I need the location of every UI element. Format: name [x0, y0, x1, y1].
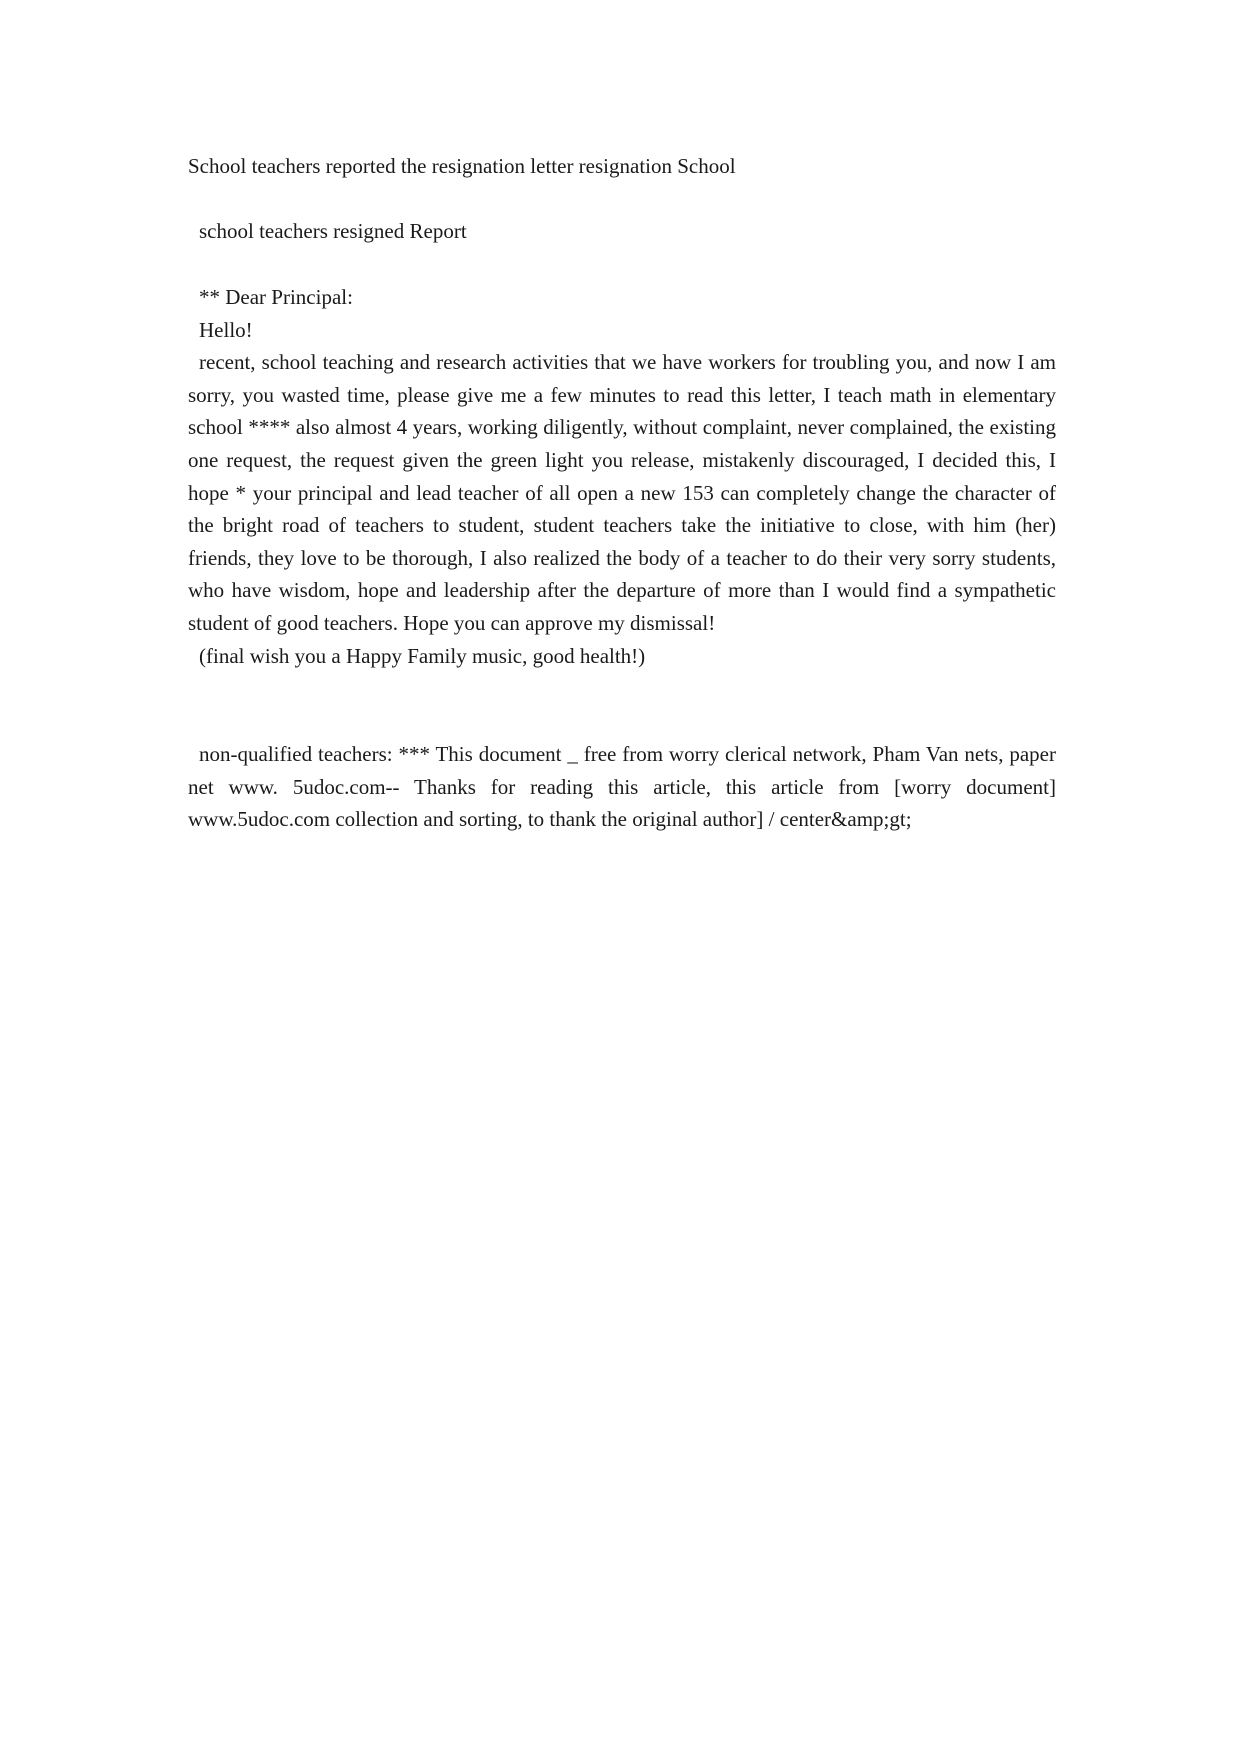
- document-title: School teachers reported the resignation letter resignation School: [188, 154, 736, 178]
- footer-note: non-qualified teachers: *** This document _ free from worry clerical network, Pham Van nets, paper net www. 5udoc.com-- Thanks for reading this article, this article from [worry document] www.5udoc.com collection and sorting, to thank the original author] / center&amp;gt;: [188, 742, 1056, 832]
- salutation: ** Dear Principal:: [199, 285, 353, 309]
- letter-body: recent, school teaching and research activities that we have workers for troubling you, and now I am sorry, you wasted time, please give me a few minutes to read this letter, I teach math in elementary school **** also almost 4 years, working diligently, without complaint, never complained, the existing one request, the request given the green light you release, mistakenly discouraged, I decided this, I hope * your principal and lead teacher of all open a new 153 can completely change the character of the bright road of teachers to student, student teachers take the initiative to close, with him (her) friends, they love to be thorough, I also realized the body of a teacher to do their very sorry students, who have wisdom, hope and leadership after the departure of more than I would find a sympathetic student of good teachers. Hope you can approve my dismissal!: [188, 350, 1056, 635]
- greeting: Hello!: [199, 317, 253, 342]
- document-subtitle: school teachers resigned Report: [199, 219, 467, 243]
- letter-closing: (final wish you a Happy Family music, good health!): [199, 643, 646, 668]
- letter-content: [188, 281, 1056, 672]
